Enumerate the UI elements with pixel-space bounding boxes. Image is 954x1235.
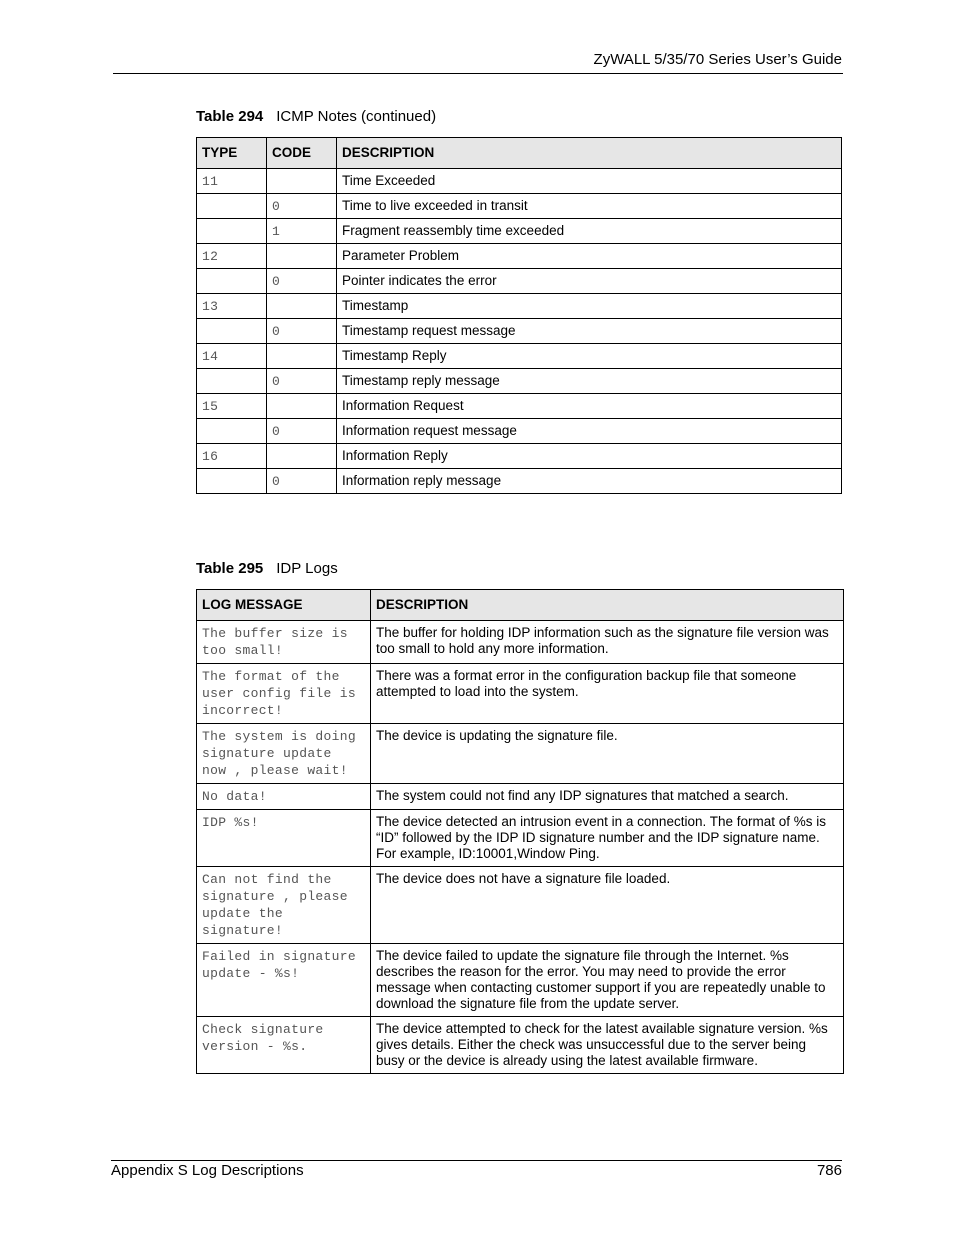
log-message-cell	[197, 784, 371, 810]
type-cell	[197, 369, 267, 394]
table-row	[197, 944, 844, 1017]
log-message-line: user config file is	[202, 686, 356, 701]
log-message-cell	[197, 867, 371, 944]
footer-rule	[111, 1160, 842, 1161]
code-cell	[267, 169, 337, 194]
type-cell: 16	[197, 444, 267, 469]
table-header-row	[197, 590, 844, 621]
log-message-cell	[197, 621, 371, 664]
description-cell: The device does not have a signature file loaded.	[371, 867, 844, 944]
log-message-line: now , please wait!	[202, 763, 348, 778]
log-message-line: The system is doing	[202, 729, 356, 744]
table-row	[197, 319, 842, 344]
table-294-label: Table 294	[196, 108, 264, 125]
table-row	[197, 269, 842, 294]
table-row	[197, 1017, 844, 1074]
idp-logs-table	[196, 589, 844, 1074]
column-header-type: TYPE	[197, 138, 267, 169]
table-294-caption	[196, 108, 436, 125]
log-message-line: Can not find the	[202, 872, 332, 887]
table-row	[197, 394, 842, 419]
log-message-cell	[197, 944, 371, 1017]
log-message-line: update - %s!	[202, 966, 300, 981]
description-cell: Parameter Problem	[337, 244, 842, 269]
description-cell: The device detected an intrusion event in a connection. The format of %s is “ID” followed by the IDP ID signature number and the IDP signature name. For example, ID:10001,Window Ping.	[371, 810, 844, 867]
log-message-cell	[197, 664, 371, 724]
log-message-line: The buffer size is	[202, 626, 348, 641]
description-cell: Timestamp request message	[337, 319, 842, 344]
column-header-description: DESCRIPTION	[371, 590, 844, 621]
code-cell	[267, 244, 337, 269]
log-message-line: signature!	[202, 923, 284, 938]
description-cell: The buffer for holding IDP information such as the signature file version was too small to hold any more information.	[371, 621, 844, 664]
code-cell: 0	[267, 369, 337, 394]
log-message-line: too small!	[202, 643, 284, 658]
code-cell	[267, 344, 337, 369]
log-message-line: Check signature	[202, 1022, 324, 1037]
type-cell: 14	[197, 344, 267, 369]
code-cell: 0	[267, 269, 337, 294]
table-row	[197, 784, 844, 810]
description-cell: Timestamp Reply	[337, 344, 842, 369]
table-row	[197, 294, 842, 319]
table-row	[197, 810, 844, 867]
table-row	[197, 219, 842, 244]
code-cell: 0	[267, 469, 337, 494]
table-row	[197, 621, 844, 664]
column-header-code: CODE	[267, 138, 337, 169]
log-message-line: No data!	[202, 789, 267, 804]
type-cell	[197, 219, 267, 244]
description-cell: Fragment reassembly time exceeded	[337, 219, 842, 244]
table-row	[197, 244, 842, 269]
log-message-line: signature , please	[202, 889, 348, 904]
code-cell	[267, 394, 337, 419]
description-cell: Information Reply	[337, 444, 842, 469]
description-cell: The device failed to update the signature file through the Internet. %s describes the reason for the error. You may need to provide the error message when contacting customer support if you are repeatedly unable to download the signature file from the update server.	[371, 944, 844, 1017]
log-message-line: IDP %s!	[202, 815, 259, 830]
icmp-notes-table	[196, 137, 842, 494]
type-cell	[197, 269, 267, 294]
table-294-title: ICMP Notes (continued)	[276, 108, 437, 125]
column-header-log-message: LOG MESSAGE	[197, 590, 371, 621]
log-message-line: The format of the	[202, 669, 340, 684]
code-cell: 0	[267, 319, 337, 344]
description-cell: The system could not find any IDP signatures that matched a search.	[371, 784, 844, 810]
page-number: 786	[816, 1162, 842, 1179]
log-message-cell	[197, 1017, 371, 1074]
description-cell: The device is updating the signature file.	[371, 724, 844, 784]
table-row	[197, 169, 842, 194]
column-header-description: DESCRIPTION	[337, 138, 842, 169]
log-message-line: incorrect!	[202, 703, 284, 718]
table-row	[197, 469, 842, 494]
code-cell: 0	[267, 419, 337, 444]
table-295-caption	[196, 560, 338, 577]
header-title: ZyWALL 5/35/70 Series User’s Guide	[593, 51, 842, 68]
log-message-line: Failed in signature	[202, 949, 356, 964]
table-row	[197, 867, 844, 944]
table-row	[197, 419, 842, 444]
type-cell: 13	[197, 294, 267, 319]
description-cell: Information request message	[337, 419, 842, 444]
table-row	[197, 194, 842, 219]
log-message-line: update the	[202, 906, 284, 921]
description-cell: Timestamp reply message	[337, 369, 842, 394]
description-cell: Information reply message	[337, 469, 842, 494]
type-cell	[197, 319, 267, 344]
description-cell: Time Exceeded	[337, 169, 842, 194]
code-cell	[267, 444, 337, 469]
table-295-title: IDP Logs	[276, 560, 338, 577]
type-cell	[197, 469, 267, 494]
footer-section: Appendix S Log Descriptions	[111, 1162, 304, 1179]
log-message-line: signature update	[202, 746, 332, 761]
log-message-cell	[197, 724, 371, 784]
description-cell: Pointer indicates the error	[337, 269, 842, 294]
description-cell: Timestamp	[337, 294, 842, 319]
table-row	[197, 369, 842, 394]
code-cell: 1	[267, 219, 337, 244]
log-message-cell	[197, 810, 371, 867]
description-cell: Time to live exceeded in transit	[337, 194, 842, 219]
table-row	[197, 664, 844, 724]
table-row	[197, 344, 842, 369]
header-rule	[113, 73, 843, 74]
log-message-line: version - %s.	[202, 1039, 308, 1054]
description-cell: There was a format error in the configuration backup file that someone attempted to load into the system.	[371, 664, 844, 724]
type-cell: 15	[197, 394, 267, 419]
description-cell: Information Request	[337, 394, 842, 419]
table-row	[197, 724, 844, 784]
type-cell	[197, 194, 267, 219]
type-cell	[197, 419, 267, 444]
table-row	[197, 444, 842, 469]
type-cell: 12	[197, 244, 267, 269]
code-cell: 0	[267, 194, 337, 219]
type-cell: 11	[197, 169, 267, 194]
table-295-label: Table 295	[196, 560, 264, 577]
code-cell	[267, 294, 337, 319]
description-cell: The device attempted to check for the latest available signature version. %s gives details. Either the check was unsuccessful due to the server being busy or the device is already using the latest available firmware.	[371, 1017, 844, 1074]
table-header-row	[197, 138, 842, 169]
